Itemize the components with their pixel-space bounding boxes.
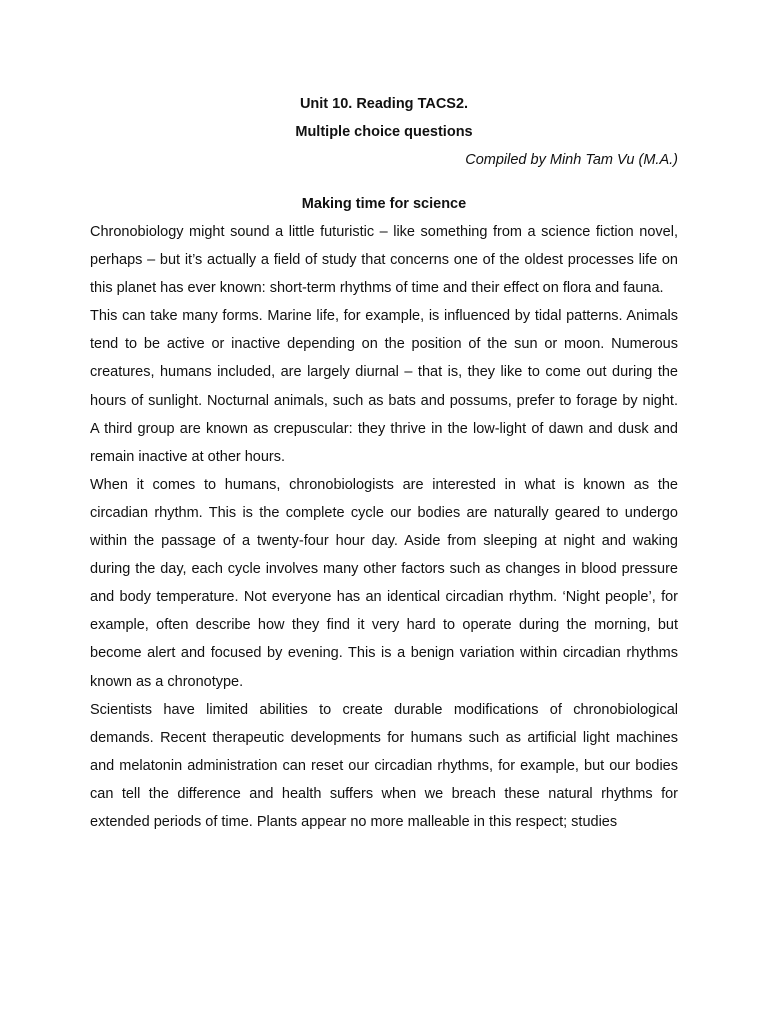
document-subtitle: Multiple choice questions <box>295 124 473 140</box>
document-page <box>90 90 678 836</box>
unit-title: Unit 10. Reading TACS2. <box>299 96 469 112</box>
article-paragraph-2: This can take many forms. Marine life, for example, is influenced by tidal patterns. Animals tend to be active or inactive depending on the position of the sun or moon. Numerous creatures, humans included, are largely diurnal – that is, they like to come out during the hours of sunlight. Nocturnal animals, such as bats and possums, prefer to forage by night. A third group are known as crepuscular: they thrive in the low-light of dawn and dusk and remain inactive at other hours. <box>90 308 678 465</box>
compiled-by: Compiled by Minh Tam Vu (M.A.) <box>465 152 678 168</box>
article-paragraph-4: Scientists have limited abilities to create durable modifications of chronobiological demands. Recent therapeutic developments for humans such as artificial light machines and melatonin administration can reset our circadian rhythms, for example, but our bodies can tell the difference and health suffers when we breach these natural rhythms for extended periods of time. Plants appear no more malleable in this respect; studies <box>90 701 678 830</box>
article-paragraph-3: When it comes to humans, chronobiologists are interested in what is known as the circadian rhythm. This is the complete cycle our bodies are naturally geared to undergo within the passage of a twenty-four hour day. Aside from sleeping at night and waking during the day, each cycle involves many other factors such as changes in blood pressure and body temperature. Not everyone has an identical circadian rhythm. ‘Night people’, for example, often describe how they find it very hard to operate during the morning, but become alert and focused by evening. This is a benign variation within circadian rhythms known as a chronotype. <box>90 476 678 690</box>
article-title: Making time for science <box>301 196 467 212</box>
article-paragraph-1: Chronobiology might sound a little futuristic – like something from a science fiction novel, perhaps – but it’s actually a field of study that concerns one of the oldest processes life on this planet has ever known: short-term rhythms of time and their effect on flora and fauna. <box>90 224 678 297</box>
